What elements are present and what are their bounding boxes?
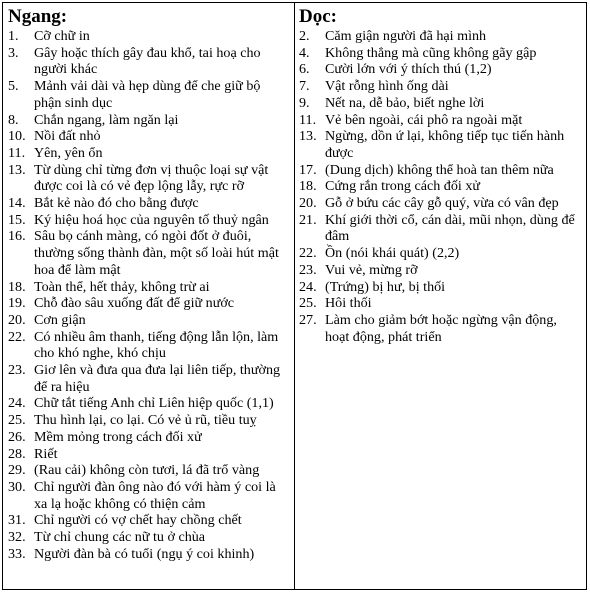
clue-text: Hôi thối	[325, 295, 372, 312]
clue-text: Vẻ bên ngoài, cái phô ra ngoài mặt	[325, 111, 523, 128]
across-clue	[8, 479, 290, 512]
clue-text: Nết na, dễ bảo, biết nghe lời	[325, 94, 485, 111]
clue-text: Vui vẻ, mừng rỡ	[325, 261, 418, 278]
across-heading: Ngang:	[8, 6, 68, 27]
across-clue	[8, 162, 290, 195]
across-clue	[8, 145, 290, 162]
clue-number: 3.	[8, 44, 19, 61]
clue-number: 32.	[8, 529, 26, 546]
clue-number: 31.	[8, 512, 26, 529]
clue-text: Chỉ người có vợ chết hay chồng chết	[34, 512, 242, 529]
down-clue	[299, 128, 582, 161]
clue-number: 4.	[299, 44, 310, 61]
down-clue	[299, 61, 582, 78]
across-clue	[8, 529, 290, 546]
clue-number: 11.	[299, 111, 317, 128]
across-clue	[8, 28, 290, 45]
clue-number: 24.	[299, 278, 317, 295]
across-clue	[8, 362, 290, 395]
clue-number: 1.	[8, 28, 19, 44]
clue-number: 30.	[8, 478, 26, 495]
clue-text: Chỗ đào sâu xuống đất để giữ nước	[34, 295, 235, 312]
clue-text: Cỡ chữ in	[34, 28, 90, 44]
clue-number: 9.	[299, 94, 310, 111]
clue-number: 19.	[8, 295, 26, 312]
across-clue	[8, 128, 290, 145]
clue-text: Cứng rắn trong cách đối xử	[325, 178, 481, 195]
clue-number: 27.	[299, 311, 317, 328]
clue-number: 33.	[8, 545, 26, 562]
clue-number: 21.	[299, 211, 317, 228]
clue-number: 6.	[299, 61, 310, 78]
down-clue	[299, 78, 582, 95]
clue-text: Sâu bọ cánh màng, có ngòi đốt ở đuôi, thường sống thành đàn, một số loài hút mật hoa để làm mật	[34, 228, 279, 278]
clue-number: 13.	[8, 161, 26, 178]
down-clue	[299, 162, 582, 179]
clue-number: 18.	[299, 178, 317, 195]
clue-text: Toàn thể, hết thảy, không trừ ai	[34, 278, 210, 295]
down-clue	[299, 245, 582, 262]
across-clue-list	[8, 28, 290, 563]
clue-number: 25.	[8, 412, 26, 429]
clue-text: Căm giận người đã hại mình	[325, 28, 487, 44]
clue-text: Mảnh vải dài và hẹp dùng để che giữ bộ phận sinh dục	[34, 78, 261, 111]
clue-text: Chắn ngang, làm ngăn lại	[34, 111, 179, 128]
clue-number: 11.	[8, 144, 26, 161]
across-clue	[8, 546, 290, 563]
clue-number: 20.	[8, 311, 26, 328]
crossword-clues-table	[2, 2, 587, 590]
down-clue	[299, 312, 582, 345]
across-clue	[8, 329, 290, 362]
clue-text: Ồn (nói khái quát) (2,2)	[325, 245, 460, 262]
down-clue	[299, 195, 582, 212]
clue-number: 18.	[8, 278, 26, 295]
across-clue	[8, 279, 290, 296]
clue-number: 13.	[299, 128, 317, 145]
across-column	[3, 3, 295, 589]
clue-text: Cơn giận	[34, 311, 86, 328]
clue-text: Người đàn bà có tuổi (ngụ ý coi khinh)	[34, 545, 255, 562]
down-clue	[299, 178, 582, 195]
clue-number: 7.	[299, 78, 310, 95]
clue-number: 2.	[299, 28, 310, 44]
across-clue	[8, 228, 290, 278]
across-clue	[8, 395, 290, 412]
across-clue	[8, 312, 290, 329]
across-clue	[8, 462, 290, 479]
clue-number: 26.	[8, 428, 26, 445]
down-clue	[299, 262, 582, 279]
clue-text: Riết	[34, 445, 58, 462]
clue-text: Khí giới thời cổ, cán dài, mũi nhọn, dùng để đâm	[325, 211, 575, 245]
across-clue	[8, 412, 290, 429]
clue-text: Gây hoặc thích gây đau khổ, tai hoạ cho người khác	[34, 44, 261, 78]
across-clue	[8, 429, 290, 446]
clue-number: 16.	[8, 228, 26, 245]
clue-text: Giơ lên và đưa qua đưa lại liên tiếp, thường để ra hiệu	[34, 362, 281, 395]
down-column	[295, 3, 586, 589]
clue-text: Chỉ người đàn ông nào đó với hàm ý coi là xa lạ hoặc không có thiện cảm	[34, 478, 276, 512]
clue-number: 17.	[299, 161, 317, 178]
clue-text: (Rau cải) không còn tươi, lá đã trổ vàng	[34, 462, 260, 479]
clue-number: 5.	[8, 78, 19, 95]
across-clue	[8, 512, 290, 529]
clue-text: Vật rỗng hình ống dài	[325, 78, 449, 95]
across-clue	[8, 45, 290, 78]
clue-text: Có nhiều âm thanh, tiếng động lẫn lộn, làm cho khó nghe, khó chịu	[34, 328, 279, 362]
down-clue	[299, 279, 582, 296]
clue-text: Từ dùng chỉ từng đơn vị thuộc loại sự vật được coi là có vẻ đẹp lộng lẫy, rực rỡ	[34, 161, 269, 195]
clue-number: 25.	[299, 295, 317, 312]
across-clue	[8, 112, 290, 129]
clue-number: 29.	[8, 462, 26, 479]
clue-number: 22.	[8, 328, 26, 345]
clue-number: 8.	[8, 111, 19, 128]
clue-number: 23.	[299, 261, 317, 278]
clue-text: Từ chỉ chung các nữ tu ở chùa	[34, 529, 206, 546]
clue-text: Chữ tắt tiếng Anh chỉ Liên hiệp quốc (1,1)	[34, 395, 274, 412]
clue-text: Ký hiệu hoá học của nguyên tố thuỷ ngân	[34, 211, 269, 228]
clue-number: 28.	[8, 445, 26, 462]
down-clue	[299, 112, 582, 129]
across-clue	[8, 195, 290, 212]
clue-number: 24.	[8, 395, 26, 412]
down-clue	[299, 295, 582, 312]
down-clue	[299, 45, 582, 62]
down-clue	[299, 95, 582, 112]
across-clue	[8, 295, 290, 312]
down-clue-list	[299, 28, 582, 345]
clue-text: Yên, yên ổn	[34, 144, 103, 161]
across-clue	[8, 212, 290, 229]
clue-text: Nồi đất nhỏ	[34, 128, 101, 145]
clue-text: Cười lớn với ý thích thú (1,2)	[325, 61, 492, 78]
down-clue	[299, 212, 582, 245]
clue-text: Mềm mỏng trong cách đối xử	[34, 428, 202, 445]
clue-number: 23.	[8, 362, 26, 379]
clue-text: Ngừng, dồn ứ lại, không tiếp tục tiến hành được	[325, 128, 565, 161]
clue-number: 22.	[299, 245, 317, 262]
clue-number: 14.	[8, 195, 26, 212]
down-heading: Dọc:	[299, 6, 337, 27]
clue-text: Không thẳng mà cũng không gãy gập	[325, 44, 537, 61]
clue-text: (Trứng) bị hư, bị thối	[325, 278, 446, 295]
clue-number: 20.	[299, 195, 317, 212]
clue-text: Làm cho giảm bớt hoặc ngừng vận động, hoạt động, phát triển	[325, 311, 557, 345]
clue-text: Thu hình lại, co lại. Có vẻ ủ rũ, tiều tuỵ	[34, 412, 257, 429]
clue-number: 15.	[8, 211, 26, 228]
across-clue	[8, 446, 290, 463]
across-clue	[8, 78, 290, 111]
clue-text: Bắt kẻ nào đó cho bằng được	[34, 195, 199, 212]
clue-text: Gỗ ở bứu các cây gỗ quý, vừa có vân đẹp	[325, 195, 559, 212]
clue-text: (Dung dịch) không thể hoà tan thêm nữa	[325, 161, 554, 178]
down-clue	[299, 28, 582, 45]
clue-number: 10.	[8, 128, 26, 145]
